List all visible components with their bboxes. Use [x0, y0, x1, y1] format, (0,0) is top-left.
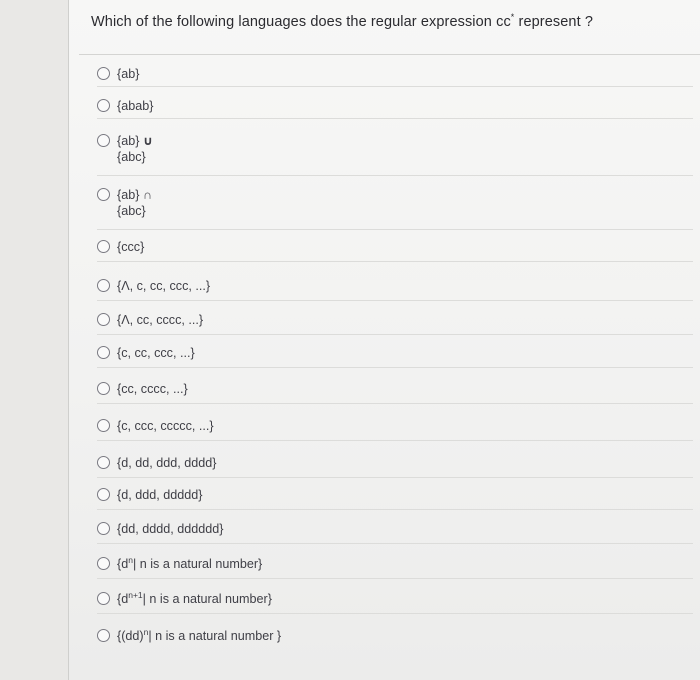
option-label	[117, 187, 152, 219]
radio-button-icon[interactable]	[97, 67, 110, 80]
answer-option-11[interactable]	[97, 455, 693, 478]
question-divider	[79, 54, 700, 55]
answer-option-16[interactable]	[97, 628, 693, 652]
option-label: {Λ, c, cc, ccc, ...}	[117, 279, 211, 293]
answer-option-6[interactable]	[97, 278, 693, 301]
radio-button-icon[interactable]	[97, 522, 110, 535]
option-label-start: {d	[117, 592, 129, 606]
option-label-end: | n is a natural number }	[148, 629, 282, 643]
radio-button-icon[interactable]	[97, 557, 110, 570]
intersection-symbol: ∩	[142, 188, 152, 202]
exponent: n	[143, 627, 149, 637]
exponent: n	[128, 555, 133, 565]
question-text-end: represent ?	[514, 13, 593, 30]
radio-button-icon[interactable]	[97, 134, 110, 147]
option-label	[117, 591, 272, 607]
option-label	[117, 133, 153, 165]
option-label: {ab}	[117, 67, 140, 81]
answer-option-9[interactable]	[97, 381, 693, 404]
radio-button-icon[interactable]	[97, 279, 110, 292]
radio-button-icon[interactable]	[97, 629, 110, 642]
answer-option-13[interactable]	[97, 521, 693, 544]
answer-option-4[interactable]	[97, 187, 693, 230]
option-label: {d, ddd, ddddd}	[117, 488, 203, 502]
option-label-end: | n is a natural number}	[142, 592, 272, 606]
radio-button-icon[interactable]	[97, 188, 110, 201]
option-label-line1: {ab}	[117, 134, 143, 148]
radio-button-icon[interactable]	[97, 419, 110, 432]
option-label: {abab}	[117, 99, 154, 113]
option-label	[117, 628, 281, 644]
option-label: {ccc}	[117, 240, 145, 254]
answer-option-8[interactable]	[97, 345, 693, 368]
option-label: {dd, dddd, dddddd}	[117, 522, 224, 536]
quiz-page	[68, 0, 700, 680]
answer-option-15[interactable]	[97, 591, 693, 614]
option-label	[117, 556, 262, 572]
radio-button-icon[interactable]	[97, 488, 110, 501]
exponent: n+1	[128, 590, 143, 600]
answer-option-12[interactable]	[97, 487, 693, 510]
radio-button-icon[interactable]	[97, 382, 110, 395]
option-label-line1: {ab}	[117, 188, 143, 202]
radio-button-icon[interactable]	[97, 313, 110, 326]
option-label: {c, ccc, ccccc, ...}	[117, 419, 214, 433]
option-label: {Λ, cc, cccc, ...}	[117, 313, 204, 327]
answer-option-10[interactable]	[97, 418, 693, 441]
option-label-start: {(dd)	[117, 629, 144, 643]
answer-option-3[interactable]	[97, 133, 693, 176]
option-label: {cc, cccc, ...}	[117, 382, 188, 396]
option-label-line2: {abc}	[117, 204, 146, 218]
radio-button-icon[interactable]	[97, 99, 110, 112]
option-label-end: | n is a natural number}	[132, 557, 263, 571]
option-label-start: {d	[117, 557, 129, 571]
option-label: {d, dd, ddd, dddd}	[117, 456, 217, 470]
answer-option-7[interactable]	[97, 312, 693, 335]
radio-button-icon[interactable]	[97, 456, 110, 469]
radio-button-icon[interactable]	[97, 346, 110, 359]
question-text-start: Which of the following languages does the regular expression cc	[91, 13, 511, 30]
option-label-line2: {abc}	[117, 150, 146, 164]
question-text	[91, 12, 681, 30]
kleene-star: *	[510, 12, 515, 22]
answer-option-14[interactable]	[97, 556, 693, 579]
option-label: {c, cc, ccc, ...}	[117, 346, 195, 360]
radio-button-icon[interactable]	[97, 592, 110, 605]
union-symbol: ∪	[142, 134, 154, 148]
answer-option-1[interactable]	[97, 66, 693, 87]
answer-option-5[interactable]	[97, 239, 693, 262]
radio-button-icon[interactable]	[97, 240, 110, 253]
answer-option-2[interactable]	[97, 98, 693, 119]
